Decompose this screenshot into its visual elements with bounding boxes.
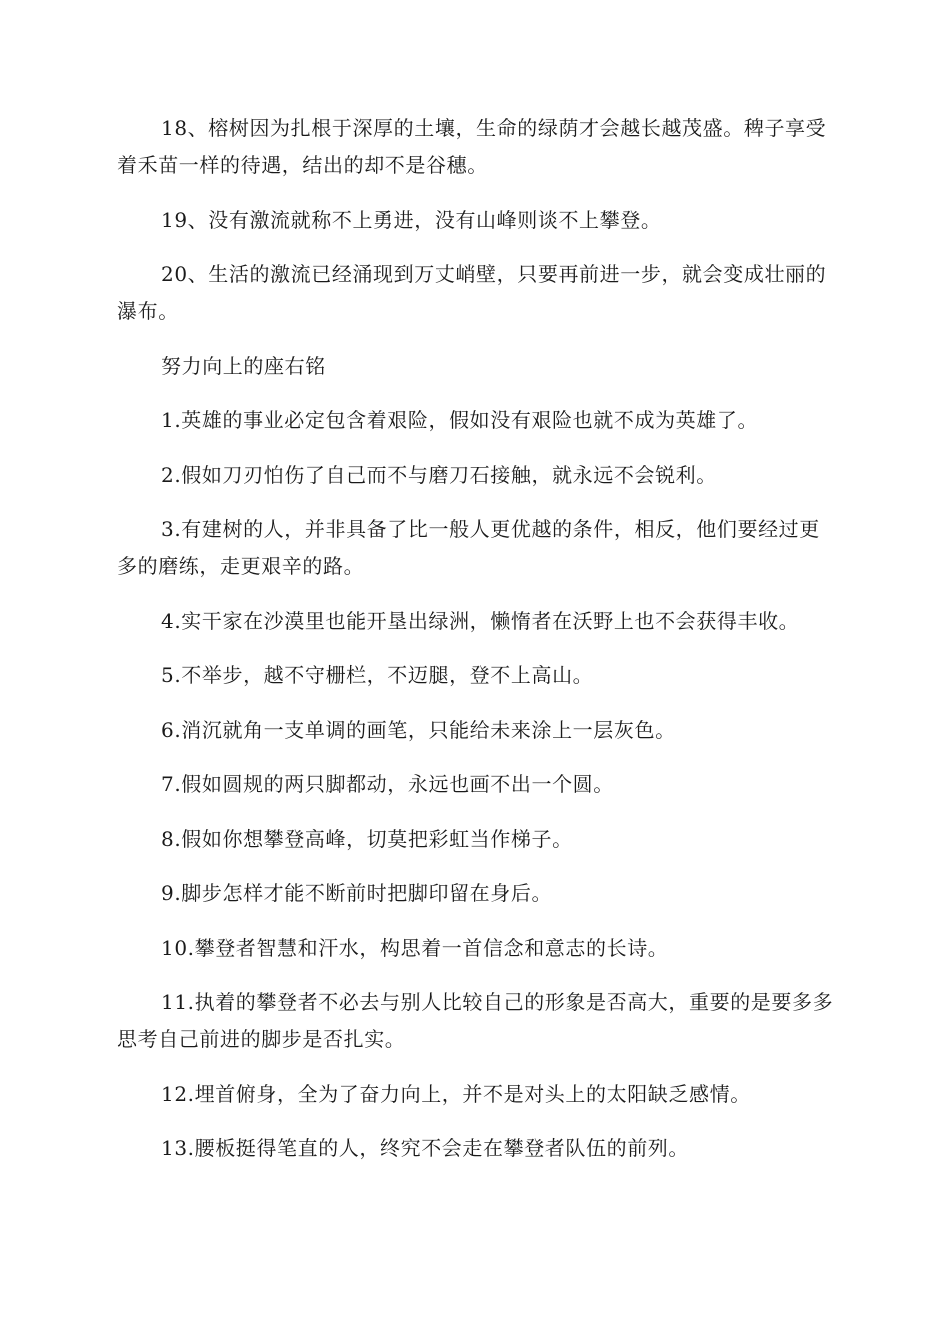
motto-9: 9.脚步怎样才能不断前时把脚印留在身后。 <box>161 881 553 905</box>
motto-5: 5.不举步，越不守栅栏，不迈腿，登不上高山。 <box>161 663 594 687</box>
paragraph-20: 20、生活的激流已经涌现到万丈峭壁，只要再前进一步，就会变成壮丽的瀑布。 <box>117 262 827 323</box>
motto-12: 12.埋首俯身，全为了奋力向上，并不是对头上的太阳缺乏感情。 <box>161 1081 751 1106</box>
document-body <box>117 110 835 1185</box>
motto-1: 1.英雄的事业必定包含着艰险，假如没有艰险也就不成为英雄了。 <box>161 408 759 432</box>
section-heading: 努力向上的座右铭 <box>161 353 326 378</box>
motto-7: 7.假如圆规的两只脚都动，永远也画不出一个圆。 <box>161 772 614 796</box>
motto-6: 6.消沉就角一支单调的画笔，只能给未来涂上一层灰色。 <box>161 717 676 742</box>
paragraph-19: 19、没有激流就称不上勇进，没有山峰则谈不上攀登。 <box>161 207 662 232</box>
motto-8: 8.假如你想攀登高峰，切莫把彩虹当作梯子。 <box>161 826 573 851</box>
motto-4: 4.实干家在沙漠里也能开垦出绿洲，懒惰者在沃野上也不会获得丰收。 <box>161 608 800 633</box>
motto-3: 3.有建树的人，并非具备了比一般人更优越的条件，相反，他们要经过更多的磨练，走更艰辛的路。 <box>117 517 820 578</box>
motto-13: 13.腰板挺得笔直的人，终究不会走在攀登者队伍的前列。 <box>161 1136 690 1160</box>
motto-10: 10.攀登者智慧和汗水，构思着一首信念和意志的长诗。 <box>161 935 669 960</box>
paragraph-18: 18、榕树因为扎根于深厚的土壤，生命的绿荫才会越长越茂盛。稗子享受着禾苗一样的待遇，结出的却不是谷穗。 <box>117 116 827 177</box>
motto-2: 2.假如刀刃怕伤了自己而不与磨刀石接触，就永远不会锐利。 <box>161 462 717 487</box>
motto-11: 11.执着的攀登者不必去与别人比较自己的形象是否高大，重要的是要多多思考自己前进的脚步是否扎实。 <box>117 990 834 1051</box>
